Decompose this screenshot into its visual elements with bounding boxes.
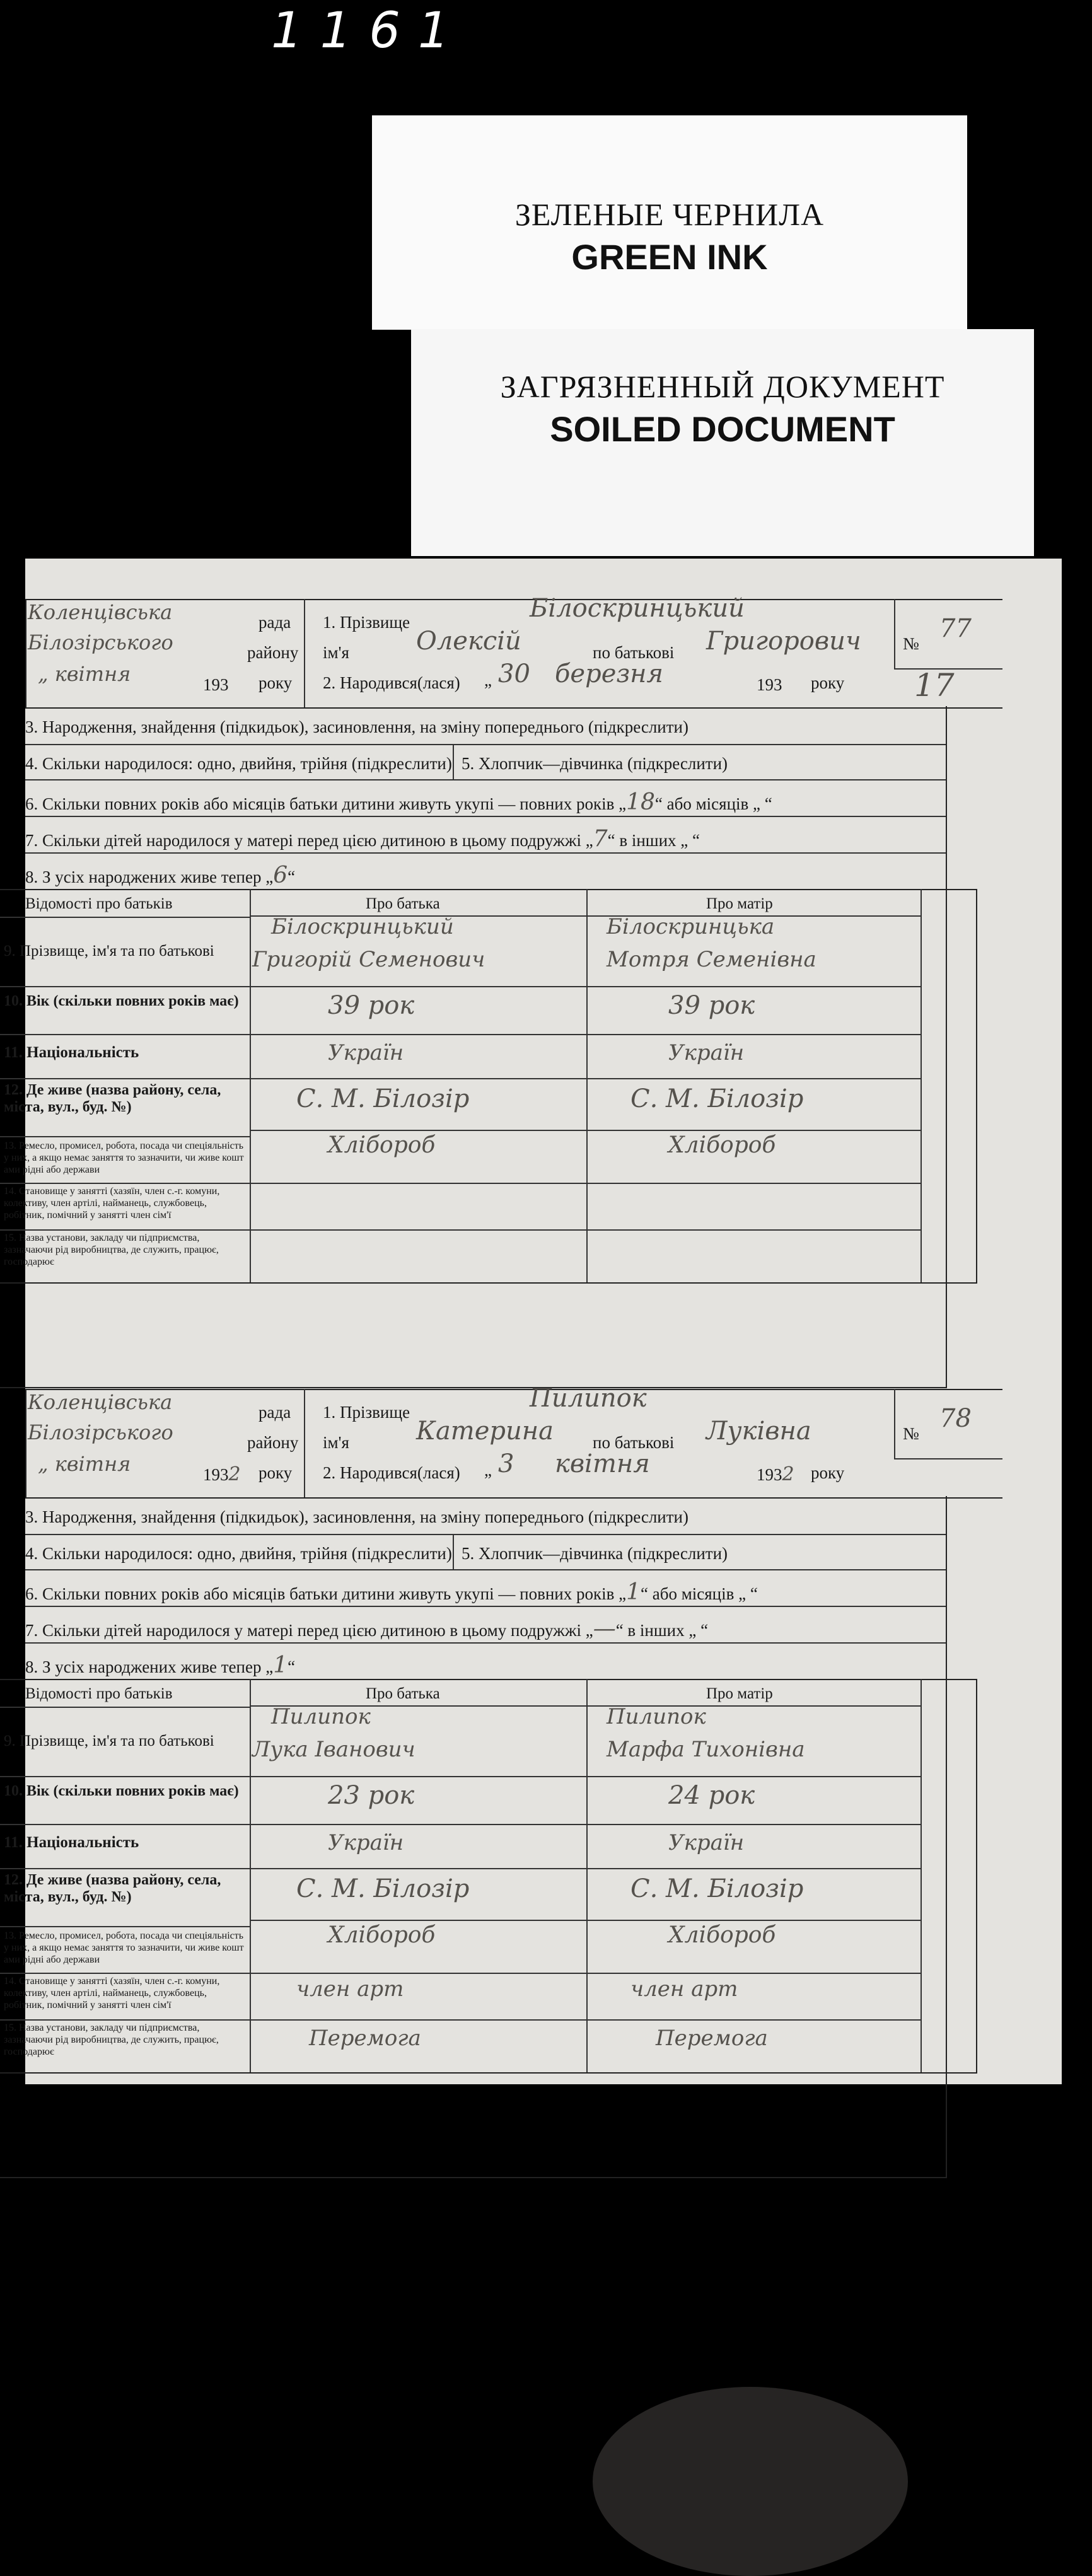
row-10-label: 10. Вік (скільки повних років має) <box>4 1783 239 1799</box>
divider <box>0 1824 921 1825</box>
surname-value: Білоскринцький <box>530 594 745 623</box>
father-residence: С. М. Білозір <box>296 1874 470 1903</box>
date-value: „ квітня <box>38 1452 131 1476</box>
years-together-value: 1 <box>626 1579 641 1605</box>
divider <box>0 1973 921 1974</box>
birth-roku-label: року <box>811 673 845 692</box>
father-header: Про батька <box>366 1685 440 1702</box>
divider <box>25 852 946 854</box>
question-5: 5. Хлопчик—дівчинка (підкреслити) <box>462 754 728 773</box>
question-8-suffix: “ <box>288 867 296 886</box>
birth-month-value: березня <box>555 659 664 688</box>
divider <box>0 1868 921 1869</box>
mother-residence: С. М. Білозір <box>630 1084 804 1113</box>
born-open-quote: „ <box>484 671 492 690</box>
divider <box>586 889 588 1282</box>
row-15-label: 15. Назва установи, закладу чи підприємства, зазначаючи рід виробництва, де служить, працює, господарює <box>4 1233 219 1267</box>
mother-age: 24 рок <box>668 1781 755 1810</box>
father-residence: С. М. Білозір <box>296 1084 470 1113</box>
father-surname: Білоскринцький <box>271 914 454 939</box>
divider <box>25 744 946 745</box>
divider <box>250 1679 251 2072</box>
year-printed <box>203 673 229 695</box>
father-occupation: Хлібороб <box>328 1132 436 1158</box>
question-6-text: 6. Скільки повних років або місяців батьки дитини живуть укупі — повних років „ <box>25 794 627 813</box>
born-label: 2. Народився(лася) <box>323 1463 460 1482</box>
row-12-label: 12. Де живе (назва району, села, міста, вул., буд. №) <box>4 1082 221 1115</box>
mother-occupation: Хлібороб <box>668 1922 776 1948</box>
surname-label: 1. Прізвище <box>323 613 410 632</box>
divider <box>250 1920 921 1921</box>
record-number-value: 77 <box>939 614 972 643</box>
alive-now-value: 6 <box>273 862 288 888</box>
divider <box>304 599 305 707</box>
rayon-value: Білозірського <box>28 1420 173 1444</box>
question-6 <box>25 789 772 815</box>
roku-label: року <box>258 1463 293 1482</box>
divider <box>0 2019 921 2021</box>
mother-header: Про матір <box>706 895 773 912</box>
name-label: ім'я <box>323 643 349 662</box>
divider <box>25 816 946 817</box>
question-6-text: 6. Скільки повних років або місяців батьки дитини живуть укупі — повних років „ <box>25 1584 627 1603</box>
mother-workplace: Перемога <box>656 2026 768 2051</box>
number-sign: № <box>903 1424 919 1443</box>
divider <box>0 1776 921 1777</box>
name-label: ім'я <box>323 1433 349 1452</box>
surname-value: Пилипок <box>530 1384 647 1413</box>
birth-roku-label: року <box>811 1463 845 1482</box>
record-number-extra: 17 <box>914 667 955 704</box>
born-label: 2. Народився(лася) <box>323 673 460 692</box>
question-4: 4. Скільки народилося: одно, двийня, трійня (підкреслити) <box>25 1544 452 1563</box>
row-10-label: 10. Вік (скільки повних років має) <box>4 993 239 1009</box>
question-7 <box>25 1616 708 1642</box>
father-workplace: Перемога <box>309 2026 421 2051</box>
divider <box>894 1389 895 1459</box>
years-together-value: 18 <box>626 789 655 815</box>
year-printed-text: 193 <box>203 1465 229 1484</box>
divider <box>25 1606 946 1607</box>
rada-label: рада <box>258 613 291 632</box>
question-6 <box>25 1579 758 1605</box>
question-7 <box>25 826 700 852</box>
divider <box>304 1389 305 1497</box>
rayon-label: району <box>247 1433 299 1452</box>
divider <box>25 1534 946 1535</box>
roku-label: року <box>258 673 293 692</box>
father-name: Лука Іванович <box>252 1737 415 1762</box>
divider <box>0 1926 250 1927</box>
question-8 <box>25 862 295 888</box>
mother-name: Марфа Тихонівна <box>607 1737 805 1762</box>
born-open-quote: „ <box>484 1461 492 1480</box>
divider <box>586 1679 588 2072</box>
divider <box>0 1136 250 1137</box>
parents-header: Відомості про батьків <box>25 895 173 912</box>
birth-record-1 <box>0 594 1002 1299</box>
mother-age: 39 рок <box>668 991 755 1020</box>
mother-nationality: Україн <box>668 1040 745 1065</box>
question-8-text: 8. З усіх народжених живе тепер „ <box>25 867 274 886</box>
question-8-text: 8. З усіх народжених живе тепер „ <box>25 1657 274 1676</box>
children-before-value: — <box>593 1616 616 1642</box>
question-7-suffix: “ в інших „ “ <box>607 831 700 850</box>
soiled-document-label <box>411 329 1034 556</box>
divider <box>894 1458 1002 1459</box>
divider <box>894 599 895 670</box>
row-13-label: 13. Ремесло, промисел, робота, посада чи спеціяльність у них, а якщо немає заняття то зазначити, чи живе кошт ами рідні або держави <box>4 1140 244 1175</box>
number-sign: № <box>903 634 919 653</box>
rayon-label: району <box>247 643 299 662</box>
row-15-label: 15. Назва установи, закладу чи підприємства, зазначаючи рід виробництва, де служить, працює, господарює <box>4 2022 219 2057</box>
row-14-label: 14. Становище у занятті (хазяїн, член с.-г. комуни, колективу, член артілі, найманець, службовець, робітник, помічний у занятті член сім'ї <box>4 1186 220 1221</box>
year-suffix-value: 2 <box>228 1463 241 1485</box>
divider <box>453 745 454 779</box>
divider <box>0 917 250 918</box>
birth-year-printed-text: 193 <box>757 675 782 694</box>
birth-month-value: квітня <box>555 1449 650 1478</box>
birth-day-value: 3 <box>498 1449 514 1478</box>
divider <box>0 1034 921 1035</box>
question-5: 5. Хлопчик—дівчинка (підкреслити) <box>462 1544 728 1563</box>
question-7-text: 7. Скільки дітей народилося у матері перед цією дитиною в цьому подружжі „ <box>25 831 593 850</box>
village-council-value: Коленцівська <box>28 600 173 624</box>
father-surname: Пилипок <box>271 1704 371 1729</box>
divider <box>25 1642 946 1644</box>
question-7-suffix: “ в інших „ “ <box>615 1621 709 1640</box>
soiled-label-en: SOILED DOCUMENT <box>550 409 895 449</box>
alive-now-value: 1 <box>273 1652 288 1678</box>
question-4: 4. Скільки народилося: одно, двийня, трійня (підкреслити) <box>25 754 452 773</box>
mother-residence: С. М. Білозір <box>630 1874 804 1903</box>
rayon-value: Білозірського <box>28 630 173 654</box>
mother-surname: Пилипок <box>607 1704 706 1729</box>
patronymic-label: по батькові <box>593 643 675 662</box>
question-7-text: 7. Скільки дітей народилося у матері перед цією дитиною в цьому подружжі „ <box>25 1621 593 1640</box>
father-nationality: Україн <box>328 1830 404 1855</box>
question-3: 3. Народження, знайдення (підкидьок), засиновлення, на зміну попереднього (підкреслити) <box>25 717 688 736</box>
patronymic-value: Луківна <box>706 1417 811 1446</box>
birth-year-suffix-value: 2 <box>782 1463 794 1485</box>
record-number-value: 78 <box>939 1404 972 1433</box>
surname-label: 1. Прізвище <box>323 1403 410 1422</box>
mother-header: Про матір <box>706 1685 773 1702</box>
birth-record-2 <box>0 1384 1002 2089</box>
mother-occupation: Хлібороб <box>668 1132 776 1158</box>
divider <box>0 1078 921 1079</box>
name-value: Олексій <box>416 627 521 656</box>
green-ink-label-en: GREEN INK <box>571 237 768 277</box>
birth-year-printed <box>757 1463 794 1485</box>
row-13-label: 13. Ремесло, промисел, робота, посада чи спеціяльність у них, а якщо немає заняття то зазначити, чи живе кошт ами рідні або держави <box>4 1930 244 1965</box>
divider <box>0 1707 250 1708</box>
father-age: 39 рок <box>328 991 415 1020</box>
row-11-label: 11. Національність <box>4 1044 139 1061</box>
mother-position: член арт <box>630 1976 738 2002</box>
father-position: член арт <box>296 1976 404 2002</box>
birth-day-value: 30 <box>498 659 530 688</box>
date-value: „ квітня <box>38 662 131 686</box>
divider <box>250 1130 921 1131</box>
year-printed-text: 193 <box>203 675 229 694</box>
patronymic-label: по батькові <box>593 1433 675 1452</box>
father-occupation: Хлібороб <box>328 1922 436 1948</box>
divider <box>0 1183 921 1184</box>
father-name: Григорій Семенович <box>252 947 485 972</box>
green-ink-label-ru: ЗЕЛЕНЫЕ ЧЕРНИЛА <box>514 197 825 232</box>
mother-surname: Білоскринцька <box>607 914 775 939</box>
village-council-value: Коленцівська <box>28 1390 173 1414</box>
birth-year-printed-text: 193 <box>757 1465 782 1484</box>
row-14-label: 14. Становище у занятті (хазяїн, член с.-г. комуни, колективу, член артілі, найманець, службовець, робітник, помічний у занятті член сім'ї <box>4 1976 220 2010</box>
question-3: 3. Народження, знайдення (підкидьок), засиновлення, на зміну попереднього (підкреслити) <box>25 1507 688 1526</box>
children-before-value: 7 <box>593 826 608 852</box>
question-8-suffix: “ <box>288 1657 296 1676</box>
rada-label: рада <box>258 1403 291 1422</box>
father-nationality: Україн <box>328 1040 404 1065</box>
patronymic-value: Григорович <box>706 627 861 656</box>
father-age: 23 рок <box>328 1781 415 1810</box>
green-ink-label <box>372 115 967 330</box>
divider <box>250 889 251 1282</box>
name-value: Катерина <box>416 1417 554 1446</box>
divider <box>0 986 921 987</box>
question-8 <box>25 1652 295 1678</box>
divider <box>921 889 922 1282</box>
divider <box>453 1535 454 1569</box>
film-number: 1161 <box>271 3 467 59</box>
soil-stain <box>593 2387 908 2576</box>
mother-nationality: Україн <box>668 1830 745 1855</box>
row-9-label: 9. Прізвище, ім'я та по батькові <box>4 943 214 960</box>
row-11-label: 11. Національність <box>4 1834 139 1851</box>
mother-name: Мотря Семенівна <box>607 947 816 972</box>
parents-header: Відомості про батьків <box>25 1685 173 1702</box>
divider <box>921 1679 922 2072</box>
divider <box>0 1229 921 1231</box>
row-9-label: 9. Прізвище, ім'я та по батькові <box>4 1732 214 1749</box>
row-12-label: 12. Де живе (назва району, села, міста, вул., буд. №) <box>4 1872 221 1905</box>
soiled-label-ru: ЗАГРЯЗНЕННЫЙ ДОКУМЕНТ <box>500 369 945 404</box>
divider <box>25 779 946 780</box>
father-header: Про батька <box>366 895 440 912</box>
birth-year-printed <box>757 673 782 695</box>
question-6-suffix: “ або місяців „ “ <box>640 1584 758 1603</box>
question-6-suffix: “ або місяців „ “ <box>654 794 772 813</box>
divider <box>25 1569 946 1570</box>
year-printed <box>203 1463 241 1485</box>
